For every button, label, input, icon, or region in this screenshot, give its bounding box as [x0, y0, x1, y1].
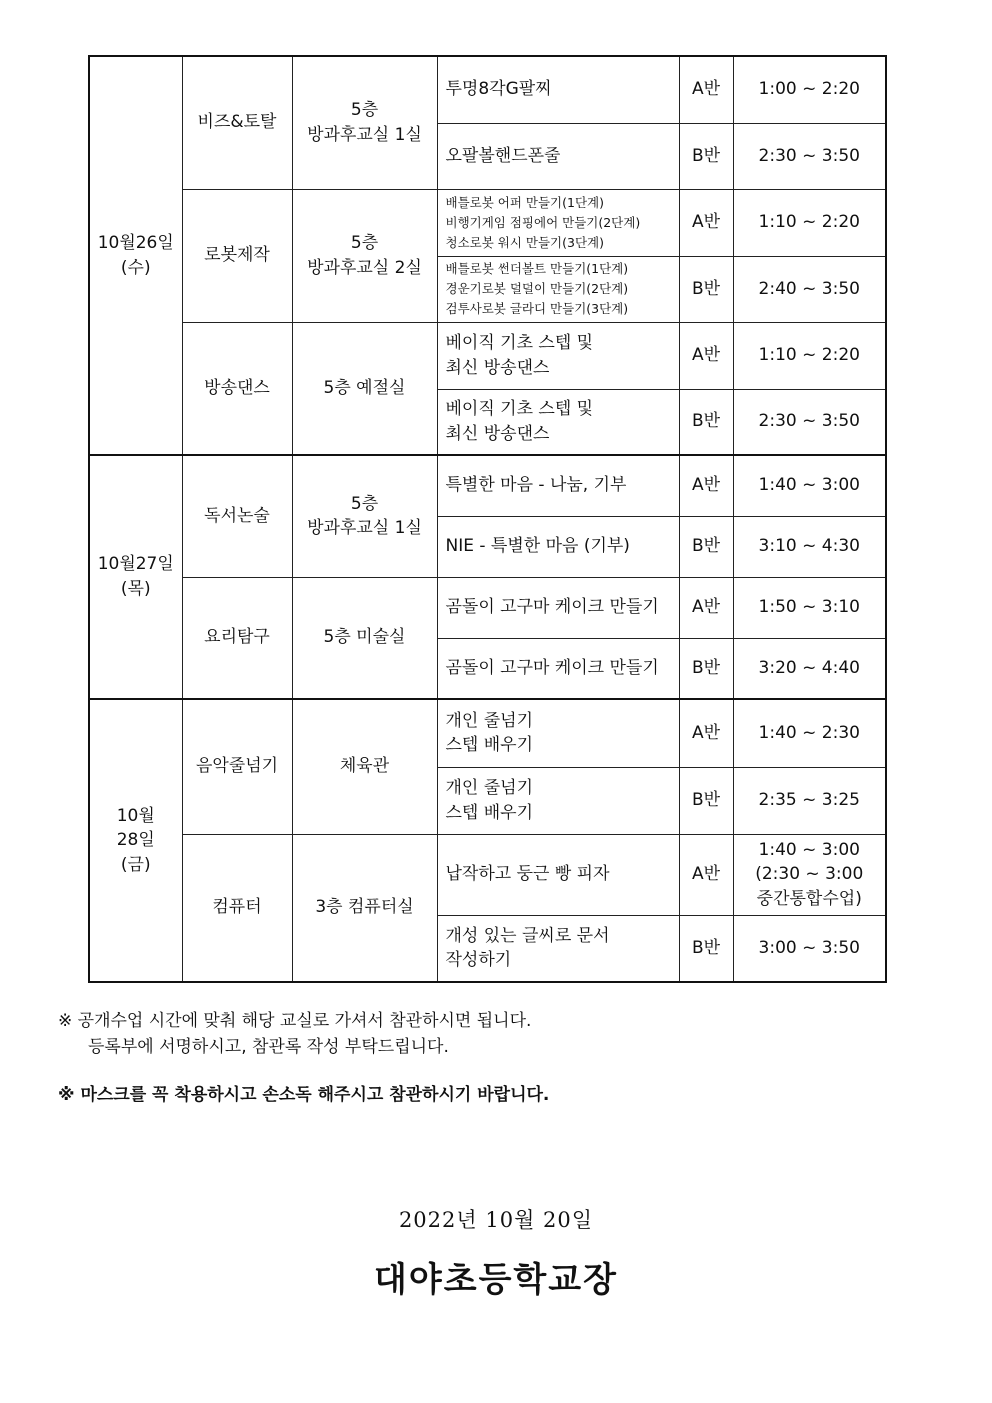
session-class: B반 — [679, 123, 733, 189]
date-cell: 10월27일 (목) — [89, 455, 182, 699]
program-name: 로봇제작 — [182, 189, 292, 322]
session-topic: 곰돌이 고구마 케이크 만들기 — [437, 577, 679, 638]
session-class: B반 — [679, 638, 733, 699]
session-class: A반 — [679, 322, 733, 389]
session-topic: 납작하고 둥근 빵 피자 — [437, 834, 679, 915]
session-topic: 투명8각G팔찌 — [437, 56, 679, 123]
session-topic: 배틀로봇 썬더볼트 만들기(1단계) 경운기로봇 덜덜이 만들기(2단계) 검투사로봇 글라디 만들기(3단계) — [437, 256, 679, 322]
notes — [58, 1008, 549, 1108]
session-topic: 특별한 마음 - 나눔, 기부 — [437, 455, 679, 516]
session-topic: 곰돌이 고구마 케이크 만들기 — [437, 638, 679, 699]
note-register: 등록부에 서명하시고, 참관록 작성 부탁드립니다. — [88, 1037, 449, 1057]
program-name: 방송댄스 — [182, 322, 292, 455]
session-topic: 개성 있는 글씨로 문서 작성하기 — [437, 915, 679, 982]
program-place: 5층 미술실 — [292, 577, 437, 699]
program-place: 5층 방과후교실 1실 — [292, 455, 437, 577]
session-time: 2:35 ~ 3:25 — [733, 767, 886, 834]
session-class: B반 — [679, 516, 733, 577]
table-row — [89, 56, 886, 123]
program-name: 컴퓨터 — [182, 834, 292, 982]
table-row — [89, 455, 886, 516]
session-time: 1:40 ~ 3:00 (2:30 ~ 3:00 중간통합수업) — [733, 834, 886, 915]
session-topic: NIE - 특별한 마음 (기부) — [437, 516, 679, 577]
program-name: 비즈&토탈 — [182, 56, 292, 189]
session-class: A반 — [679, 455, 733, 516]
session-class: A반 — [679, 834, 733, 915]
session-time: 3:10 ~ 4:30 — [733, 516, 886, 577]
session-time: 2:30 ~ 3:50 — [733, 123, 886, 189]
session-topic: 베이직 기초 스텝 및 최신 방송댄스 — [437, 389, 679, 455]
session-class: B반 — [679, 256, 733, 322]
program-name: 음악줄넘기 — [182, 699, 292, 834]
table-row — [89, 699, 886, 767]
session-topic: 개인 줄넘기 스텝 배우기 — [437, 699, 679, 767]
date-cell: 10월 28일 (금) — [89, 699, 182, 982]
signer-name: 대야초등학교장 — [374, 1260, 618, 1300]
session-class: A반 — [679, 189, 733, 256]
session-time: 1:50 ~ 3:10 — [733, 577, 886, 638]
session-time: 2:30 ~ 3:50 — [733, 389, 886, 455]
session-time: 3:00 ~ 3:50 — [733, 915, 886, 982]
session-class: A반 — [679, 699, 733, 767]
session-class: B반 — [679, 389, 733, 455]
program-place: 5층 예절실 — [292, 322, 437, 455]
document-date: 2022년 10월 20일 — [398, 1208, 594, 1232]
program-place: 5층 방과후교실 1실 — [292, 56, 437, 189]
program-place: 3층 컴퓨터실 — [292, 834, 437, 982]
session-time: 1:00 ~ 2:20 — [733, 56, 886, 123]
session-time: 1:40 ~ 3:00 — [733, 455, 886, 516]
session-class: B반 — [679, 767, 733, 834]
program-name: 요리탐구 — [182, 577, 292, 699]
session-time: 1:10 ~ 2:20 — [733, 322, 886, 389]
session-time: 3:20 ~ 4:40 — [733, 638, 886, 699]
session-topic: 오팔볼핸드폰줄 — [437, 123, 679, 189]
session-topic: 개인 줄넘기 스텝 배우기 — [437, 767, 679, 834]
table-row — [89, 834, 886, 915]
note-mask: ※ 마스크를 꼭 착용하시고 손소독 해주시고 참관하시기 바랍니다. — [58, 1085, 550, 1105]
session-topic: 배틀로봇 어퍼 만들기(1단계) 비행기게임 점핑에어 만들기(2단계) 청소로봇 워시 만들기(3단계) — [437, 189, 679, 256]
session-class: A반 — [679, 577, 733, 638]
table-row — [89, 322, 886, 389]
note-attend: ※ 공개수업 시간에 맞춰 해당 교실로 가셔서 참관하시면 됩니다. — [58, 1011, 532, 1031]
table-row — [89, 577, 886, 638]
session-class: A반 — [679, 56, 733, 123]
date-cell: 10월26일 (수) — [89, 56, 182, 455]
session-time: 2:40 ~ 3:50 — [733, 256, 886, 322]
session-time: 1:10 ~ 2:20 — [733, 189, 886, 256]
session-topic: 베이직 기초 스텝 및 최신 방송댄스 — [437, 322, 679, 389]
program-name: 독서논술 — [182, 455, 292, 577]
program-place: 체육관 — [292, 699, 437, 834]
session-class: B반 — [679, 915, 733, 982]
schedule-table — [88, 55, 887, 983]
session-time: 1:40 ~ 2:30 — [733, 699, 886, 767]
program-place: 5층 방과후교실 2실 — [292, 189, 437, 322]
table-row — [89, 189, 886, 256]
